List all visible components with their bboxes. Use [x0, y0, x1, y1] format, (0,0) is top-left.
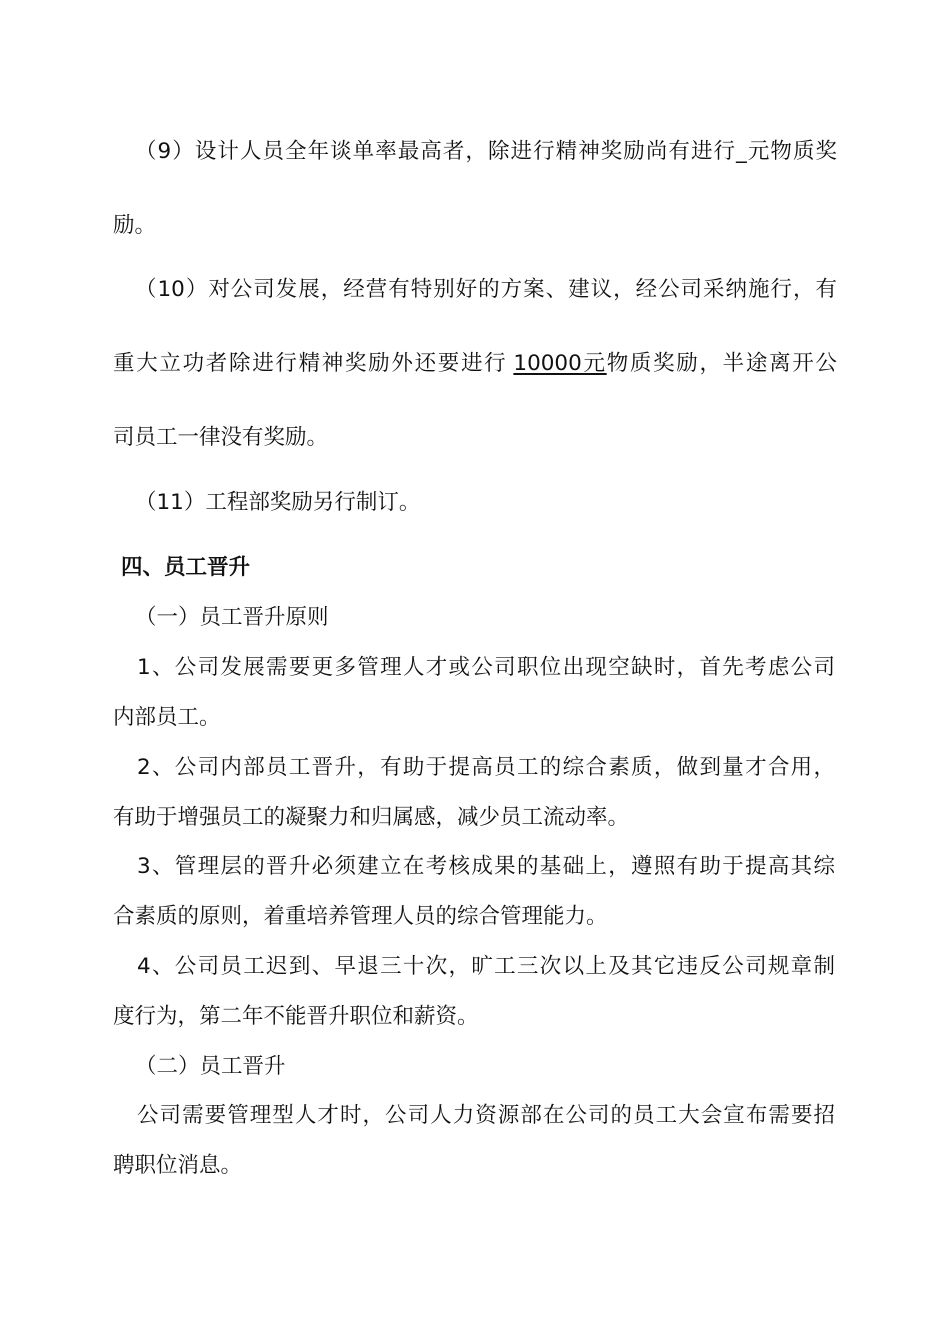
principle-2-line-1: 2、公司内部员工晋升，有助于提高员工的综合素质，做到量才合用， — [137, 755, 835, 780]
principle-4-line-2: 度行为，第二年不能晋升职位和薪资。 — [113, 1004, 479, 1029]
principle-3-line-2: 合素质的原则，着重培养管理人员的综合管理能力。 — [113, 904, 608, 929]
para-10-line-1: （10）对公司发展，经营有特别好的方案、建议，经公司采纳施行，有 — [135, 277, 837, 302]
principle-1-line-2: 内部员工。 — [113, 705, 221, 730]
section-4-heading: 四、员工晋升 — [121, 555, 251, 580]
para-10-line-3: 司员工一律没有奖励。 — [113, 425, 329, 450]
sub-2-para-line-2: 聘职位消息。 — [113, 1153, 243, 1178]
reward-amount: 10000元 — [513, 351, 607, 376]
para-9-line-1: （9）设计人员全年谈单率最高者，除进行精神奖励尚有进行_元物质奖 — [135, 139, 837, 164]
para-10-line-2-pre: 重大立功者除进行精神奖励外还要进行 — [113, 351, 508, 376]
sub-heading-2: （二）员工晋升 — [135, 1054, 286, 1079]
para-11: （11）工程部奖励另行制订。 — [135, 490, 421, 515]
principle-1-line-1: 1、公司发展需要更多管理人才或公司职位出现空缺时，首先考虑公司 — [137, 655, 835, 680]
principle-2-line-2: 有助于增强员工的凝聚力和归属感，减少员工流动率。 — [113, 805, 630, 830]
sub-heading-1: （一）员工晋升原则 — [135, 605, 329, 630]
para-10-line-2 — [113, 349, 837, 379]
para-9-line-2: 励。 — [113, 213, 157, 238]
principle-4-line-1: 4、公司员工迟到、早退三十次，旷工三次以上及其它违反公司规章制 — [137, 954, 835, 979]
principle-3-line-1: 3、管理层的晋升必须建立在考核成果的基础上，遵照有助于提高其综 — [137, 854, 835, 879]
sub-2-para-line-1: 公司需要管理型人才时，公司人力资源部在公司的员工大会宣布需要招 — [137, 1103, 835, 1128]
para-10-line-2-post: 物质奖励，半途离开公 — [606, 351, 837, 376]
